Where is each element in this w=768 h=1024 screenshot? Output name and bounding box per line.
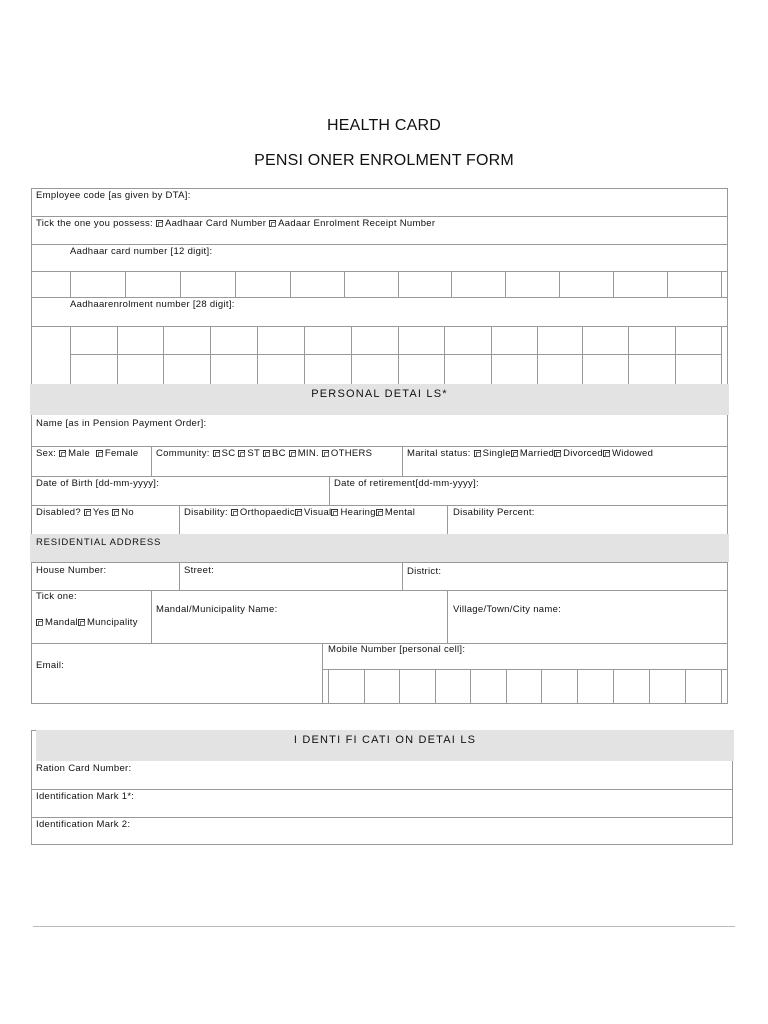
mobile-label: Mobile Number [personal cell]: [328,644,466,655]
community-others-option: OTHERS [330,448,373,459]
disabled-yes-option: Yes [92,507,110,518]
mobile-digit-cell[interactable] [578,670,613,703]
enrolment-digit-cell[interactable] [676,327,721,354]
disability-visual-option: Visual [303,507,332,518]
aadhaar-digit-cell[interactable] [668,272,721,297]
divider [31,730,32,844]
mobile-digit-cell[interactable] [614,670,649,703]
disability-label: Disability: [184,507,228,518]
marital-label: Marital status: [407,448,471,459]
divider [179,562,180,590]
retirement-label: Date of retirement[dd-mm-yyyy]: [334,478,479,489]
divider [322,643,323,703]
divider [402,446,403,476]
mobile-digit-cell[interactable] [329,670,364,703]
divider [727,415,728,534]
disabled-field [36,507,134,518]
checkbox-icon[interactable] [511,450,518,457]
tick-one-label: Tick one: [36,591,77,602]
digit-cell-divider [721,326,722,384]
divider [402,562,403,590]
enrolment-digit-cell[interactable] [492,355,537,383]
enrolment-digit-cell[interactable] [676,355,721,383]
disability-mental-option: Mental [384,507,416,518]
checkbox-icon[interactable] [231,509,238,516]
aadhaar-digit-cell[interactable] [126,272,180,297]
aadhaar-digit-cell[interactable] [614,272,667,297]
enrolment-digit-cell[interactable] [492,327,537,354]
disability-hearing-option: Hearing [340,507,376,518]
enrolment-digit-cell[interactable] [71,355,117,383]
divider [31,446,728,447]
enrolment-digit-cell[interactable] [629,355,675,383]
checkbox-icon[interactable] [213,450,220,457]
enrolment-digit-cell[interactable] [352,355,398,383]
disabled-no-option: No [121,507,135,518]
mobile-digit-cell[interactable] [365,670,399,703]
employee-code-label: Employee code [as given by DTA]: [36,190,191,201]
mandal-name-label: Mandal/Municipality Name: [156,604,278,615]
checkbox-icon[interactable] [112,509,119,516]
enrolment-digit-cell[interactable] [305,355,351,383]
form-title: HEALTH CARD [327,117,441,134]
divider [151,590,152,643]
enrolment-digit-cell[interactable] [629,327,675,354]
disability-field [184,507,415,518]
aadhaar-digit-cell[interactable] [181,272,235,297]
divider [31,297,728,298]
checkbox-icon[interactable] [474,450,481,457]
form-subtitle: PENSI ONER ENROLMENT FORM [254,152,514,169]
marital-divorced-option: Divorced [563,448,604,459]
aadhaar-digit-cell[interactable] [506,272,559,297]
community-st-option: ST [247,448,260,459]
divider [329,476,330,505]
village-label: Village/Town/City name: [453,604,562,615]
disability-ortho-option: Orthopaedic [239,507,295,518]
enrolment-digit-cell[interactable] [258,327,304,354]
community-min-option: MIN. [297,448,319,459]
checkbox-icon[interactable] [78,619,85,626]
enrolment-digit-cell[interactable] [538,355,582,383]
divider [31,415,32,534]
checkbox-icon[interactable] [36,619,43,626]
mobile-digit-cell[interactable] [471,670,506,703]
divider [31,703,728,704]
enrolment-digit-cell[interactable] [305,327,351,354]
divider [31,188,32,384]
checkbox-icon[interactable] [603,450,610,457]
community-bc-option: BC [271,448,286,459]
divider [179,505,180,534]
enrolment-digit-cell[interactable] [583,327,628,354]
checkbox-icon[interactable] [269,220,276,227]
tick-possess-prefix: Tick the one you possess: [36,218,153,229]
divider [31,789,733,790]
municipality-option: Muncipality [86,617,138,628]
enrolment-digit-cell[interactable] [399,355,444,383]
footer-divider [33,926,735,927]
personal-details-heading: PERSONAL DETAI LS* [311,388,448,400]
digit-cell-divider [721,271,722,297]
ration-card-label: Ration Card Number: [36,763,132,774]
tick-possess-label [36,218,435,229]
email-label: Email: [36,660,65,671]
district-label: District: [407,566,442,577]
divider [31,562,32,703]
marital-single-option: Single [482,448,511,459]
divider [31,844,733,845]
aadhaar-card-option: Aadhaar Card Number [164,218,267,229]
divider [31,562,728,563]
dob-label: Date of Birth [dd-mm-yyyy]: [36,478,160,489]
mandal-municipality-choice [36,617,138,628]
aadhaar-digit-cell[interactable] [452,272,505,297]
mobile-digit-cell[interactable] [507,670,541,703]
checkbox-icon[interactable] [156,220,163,227]
divider [732,761,733,844]
aadhaar-enrolment-option: Aadaar Enrolment Receipt Number [278,218,436,229]
divider [31,505,728,506]
aadhaar-digit-cell[interactable] [399,272,451,297]
checkbox-icon[interactable] [59,450,66,457]
aadhaar-number-label: Aadhaar card number [12 digit]: [70,246,213,257]
divider [31,188,728,189]
enrolment-digit-cell[interactable] [118,327,163,354]
sex-label: Sex: [36,448,57,459]
divider [31,244,728,245]
enrolment-digit-cell[interactable] [352,327,398,354]
identification-heading: I DENTI FI CATI ON DETAI LS [293,734,477,746]
marital-married-option: Married [519,448,555,459]
community-field [156,448,372,459]
checkbox-icon[interactable] [263,450,270,457]
checkbox-icon[interactable] [96,450,103,457]
enrolment-digit-cell[interactable] [211,327,257,354]
enrolment-digit-cell[interactable] [445,327,491,354]
disabled-label: Disabled? [36,507,81,518]
aadhaar-digit-cell[interactable] [291,272,344,297]
house-number-label: House Number: [36,565,107,576]
mobile-digit-cell[interactable] [400,670,435,703]
mobile-digit-cell[interactable] [436,670,470,703]
checkbox-icon[interactable] [84,509,91,516]
aadhaar-digit-cell[interactable] [345,272,398,297]
aadhaar-digit-cell[interactable] [236,272,290,297]
name-label: Name [as in Pension Payment Order]: [36,418,207,429]
community-sc-option: SC [221,448,236,459]
checkbox-icon[interactable] [289,450,296,457]
checkbox-icon[interactable] [376,509,383,516]
mandal-option: Mandal [45,617,78,628]
community-label: Community: [156,448,210,459]
mobile-digit-cell[interactable] [686,670,721,703]
enrolment-digit-cell[interactable] [399,327,444,354]
enrolment-digit-cell[interactable] [538,327,582,354]
enrolment-digit-cell[interactable] [71,327,117,354]
checkbox-icon[interactable] [554,450,561,457]
enrolment-digit-cell[interactable] [258,355,304,383]
aadhaar-digit-cell[interactable] [71,272,125,297]
sex-female-option: Female [104,448,139,459]
divider [31,590,728,591]
checkbox-icon[interactable] [295,509,302,516]
mobile-digit-cell[interactable] [542,670,577,703]
aadhaar-digit-cell[interactable] [560,272,613,297]
checkbox-icon[interactable] [238,450,245,457]
divider [447,590,448,643]
street-label: Street: [184,565,215,576]
sex-male-option: Male [68,448,90,459]
divider [31,817,733,818]
aadhaar-enrolment-label: Aadhaarenrolment number [28 digit]: [70,299,235,310]
disability-percent-label: Disability Percent: [453,507,535,518]
divider [727,188,728,384]
marital-field [407,448,653,459]
mobile-digit-cell[interactable] [650,670,685,703]
enrolment-digit-cell[interactable] [211,355,257,383]
marital-widowed-option: Widowed [612,448,654,459]
identification-mark-1-label: Identification Mark 1*: [36,791,135,802]
divider [727,562,728,703]
enrolment-digit-cell[interactable] [164,327,210,354]
checkbox-icon[interactable] [331,509,338,516]
enrolment-digit-cell[interactable] [583,355,628,383]
address-heading: RESIDENTIAL ADDRESS [36,537,162,548]
identification-mark-2-label: Identification Mark 2: [36,819,131,830]
divider [31,476,728,477]
divider [447,505,448,534]
enrolment-digit-cell[interactable] [118,355,163,383]
digit-cell-divider [721,669,722,703]
divider [151,446,152,476]
checkbox-icon[interactable] [322,450,329,457]
divider [31,216,728,217]
enrolment-digit-cell[interactable] [164,355,210,383]
enrolment-digit-cell[interactable] [445,355,491,383]
sex-field [36,448,138,459]
